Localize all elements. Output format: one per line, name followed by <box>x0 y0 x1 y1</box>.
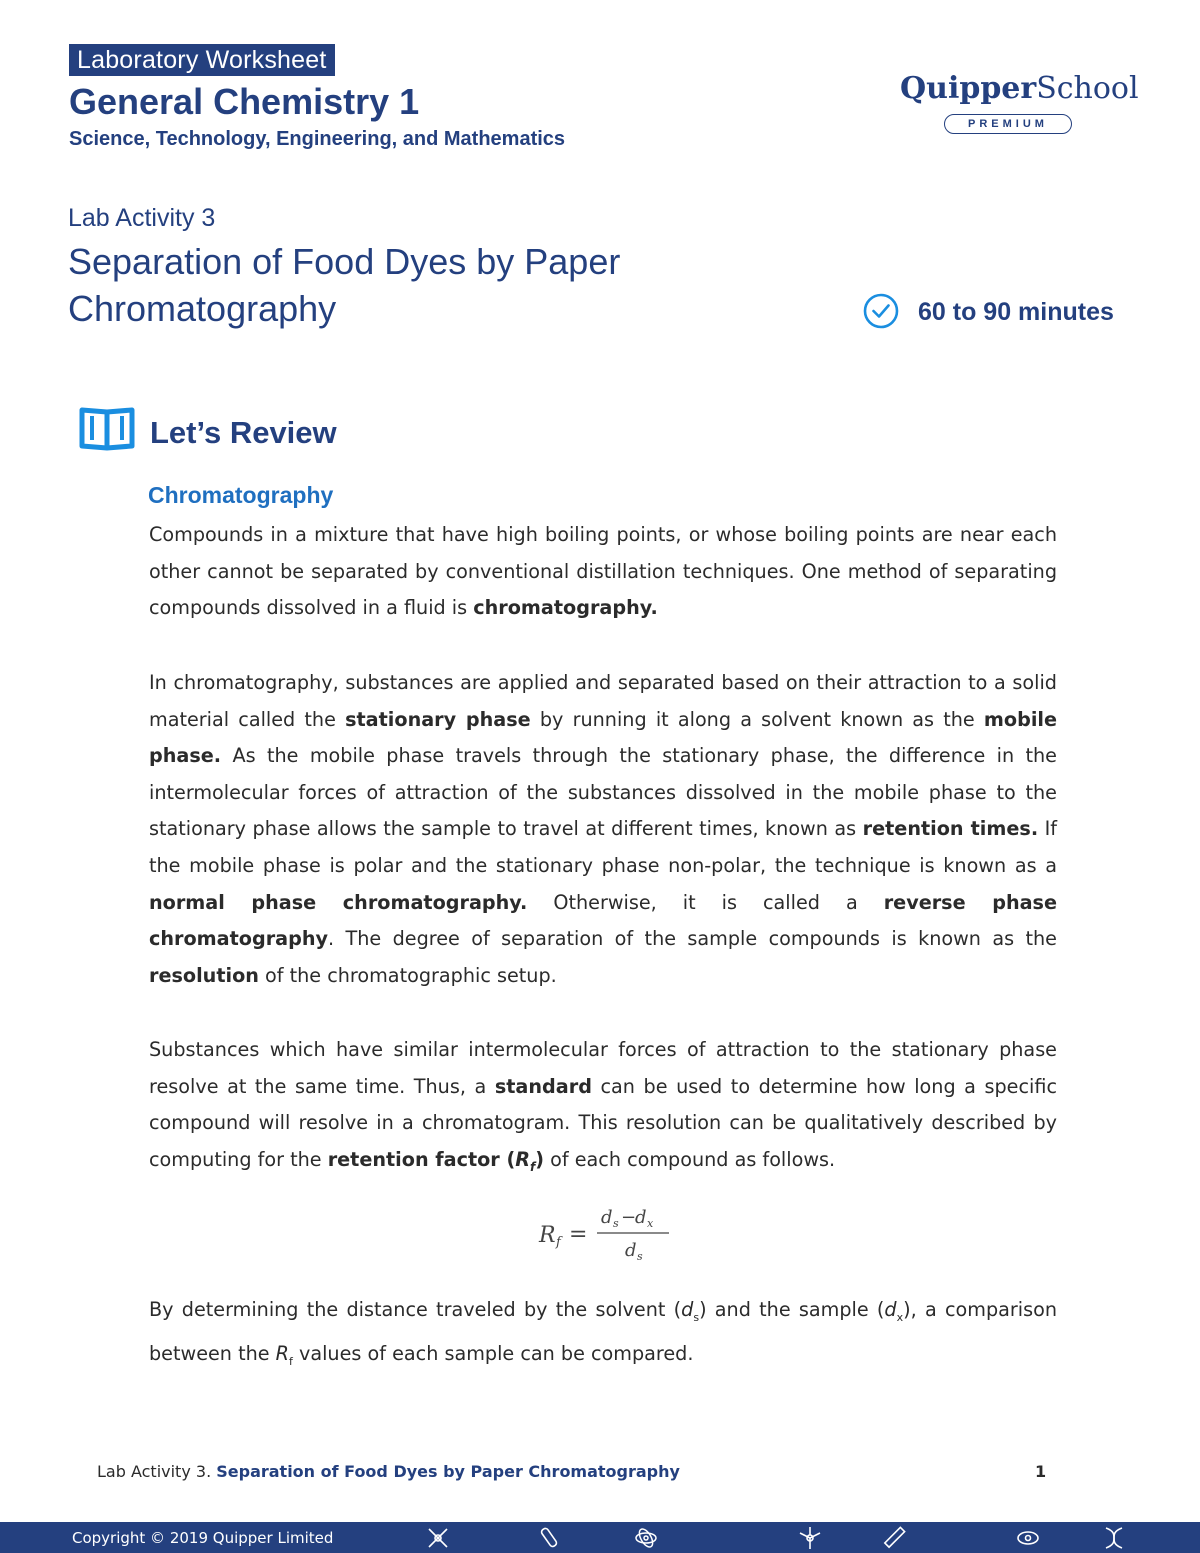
section-title: Let’s Review <box>150 415 337 450</box>
molecule-icon-2 <box>796 1524 824 1552</box>
molecule-icon <box>424 1524 452 1552</box>
strand-label: Science, Technology, Engineering, and Mathematics <box>69 128 566 150</box>
formula-num-b: d <box>635 1207 647 1228</box>
test-tube-icon <box>536 1524 564 1552</box>
formula-num-a-sub: s <box>613 1217 619 1230</box>
paragraph-retention-factor: Substances which have similar intermolecular forces of attraction to the stationary phase resolve at the same time. Thus, a standard can be used to determine how long a specific compound will resolve in a chromatogram. This resolution can be qualitatively described by computing for the retention factor $(R_f)$ of each compound as follows. <box>149 1038 1058 1174</box>
formula-num-a: d <box>601 1207 613 1228</box>
atom-icon <box>632 1524 660 1552</box>
paragraph-intro: Compounds in a mixture that have high boiling points, or whose boiling points are near each other cannot be separated by conventional distillation techniques. One method of separating compounds dissolved in a fluid is chromatography. <box>149 523 1057 620</box>
footer-activity-line: Lab Activity 3. Separation of Food Dyes by Paper Chromatography <box>97 1462 680 1481</box>
formula-equals: = <box>569 1222 588 1247</box>
formula-minus: − <box>621 1207 637 1228</box>
formula-num-b-sub: x <box>647 1217 654 1230</box>
formula-lhs: R <box>539 1223 556 1248</box>
page-number: 1 <box>1035 1462 1047 1481</box>
logo-bold-text: Quipper <box>900 71 1037 106</box>
section-subtitle: Chromatography <box>148 482 334 508</box>
paragraph-phases: In chromatography, substances are applied and separated based on their attraction to a solid material called the stationary phase by running it along a solvent known as the mobile phase. As the mobile phase travels through the stationary phase, the difference in the intermolecular forces of attraction of the substances dissolved in the mobile phase to the stationary phase allows the sample to travel at different times, known as retention times. If the mobile phase is polar and the stationary phase non-polar, the technique is known as a normal phase chromatography. Otherwise, it is called a reverse phase chromatography. The degree of separation of the sample compounds is known as the resolution of the chromatographic setup. <box>149 671 1058 987</box>
activity-label: Lab Activity 3 <box>68 204 216 232</box>
worksheet-tag: Laboratory Worksheet <box>69 44 335 76</box>
activity-duration: 60 to 90 minutes <box>918 298 1114 326</box>
subject-title: General Chemistry 1 <box>69 81 420 122</box>
open-book-icon <box>78 404 136 452</box>
dna-icon <box>1100 1524 1128 1552</box>
footer-bar <box>0 1522 1200 1553</box>
formula-lhs-sub: f <box>556 1235 561 1250</box>
pencil-icon <box>880 1524 908 1552</box>
eye-icon <box>1014 1524 1042 1552</box>
clock-check-icon <box>862 292 900 330</box>
paragraph-comparison: By determining the distance traveled by the solvent $(d_s)$ and the sample $(d_x)$, a comparison between the $R_f$ values of each sample can be compared. <box>149 1298 1057 1369</box>
retention-factor-formula <box>537 1200 677 1270</box>
logo-badge: PREMIUM <box>944 114 1072 134</box>
formula-den: d <box>625 1240 637 1261</box>
copyright-text: Copyright © 2019 Quipper Limited <box>72 1529 334 1547</box>
logo-regular-text: School <box>1036 71 1139 106</box>
quipper-school-logo <box>900 70 1139 134</box>
activity-title: Separation of Food Dyes by Paper Chromatography <box>68 241 621 329</box>
formula-den-sub: s <box>637 1250 643 1263</box>
